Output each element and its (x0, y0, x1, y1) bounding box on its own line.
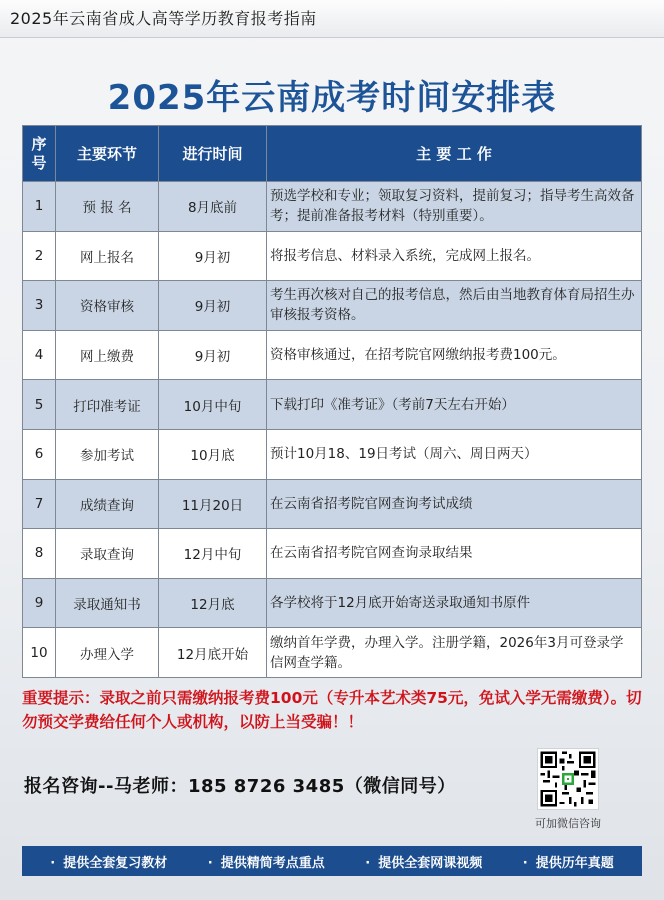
row-time: 8月底前 (159, 182, 267, 232)
footer-item-label: 提供全套复习教材 (63, 855, 168, 871)
table-header-row (23, 126, 642, 182)
page-title: 2025年云南成考时间安排表 (107, 78, 557, 118)
row-step: 网上缴费 (56, 330, 159, 380)
row-work: 下载打印《准考证》（考前7天左右开始） (267, 380, 642, 430)
footer-item (365, 852, 482, 871)
row-step: 资格审核 (56, 281, 159, 331)
important-notice: 重要提示：录取之前只需缴纳报考费100元（专升本艺术类75元，免试入学无需缴费）。切勿预交学费给任何个人或机构，以防上当受骗！！ (22, 689, 642, 731)
footer-item-label: 提供精简考点重点 (220, 855, 325, 871)
contact-info: 报名咨询--马老师：185 8726 3485（微信同号） (24, 776, 456, 797)
row-step: 参加考试 (56, 429, 159, 479)
row-time: 9月初 (159, 281, 267, 331)
row-work: 缴纳首年学费，办理入学。注册学籍，2026年3月可登录学信网查学籍。 (267, 628, 642, 678)
qr-caption: 可加微信咨询 (535, 817, 601, 830)
schedule-table (22, 125, 642, 678)
row-no: 4 (23, 330, 56, 380)
table-row (23, 182, 642, 232)
row-no: 2 (23, 231, 56, 281)
row-time: 9月初 (159, 330, 267, 380)
table-row (23, 628, 642, 678)
footer-item (523, 852, 614, 871)
row-step: 录取查询 (56, 529, 159, 579)
row-work: 预选学校和专业；领取复习资料，提前复习；指导考生高效备考；提前准备报考材料（特别重要）。 (267, 182, 642, 232)
row-no: 1 (23, 182, 56, 232)
bullet-icon: · (522, 855, 528, 871)
header-work: 主 要 工 作 (267, 126, 642, 182)
row-time: 10月中旬 (159, 380, 267, 430)
table-row (23, 578, 642, 628)
footer-item (50, 852, 167, 871)
footer-item (208, 852, 325, 871)
row-no: 6 (23, 429, 56, 479)
footer-bar (22, 846, 642, 876)
row-step: 成绩查询 (56, 479, 159, 529)
row-work: 资格审核通过，在招考院官网缴纳报考费100元。 (267, 330, 642, 380)
guide-title: 2025年云南省成人高等学历教育报考指南 (10, 9, 317, 28)
bullet-icon: · (207, 855, 213, 871)
row-time: 12月中旬 (159, 529, 267, 579)
row-no: 10 (23, 628, 56, 678)
table-row (23, 529, 642, 579)
table-row (23, 231, 642, 281)
table-row (23, 429, 642, 479)
row-work: 考生再次核对自己的报考信息，然后由当地教育体育局招生办审核报考资格。 (267, 281, 642, 331)
row-time: 12月底 (159, 578, 267, 628)
header-time: 进行时间 (159, 126, 267, 182)
row-time: 9月初 (159, 231, 267, 281)
header-step: 主要环节 (56, 126, 159, 182)
row-step: 网上报名 (56, 231, 159, 281)
table-row (23, 281, 642, 331)
row-work: 各学校将于12月底开始寄送录取通知书原件 (267, 578, 642, 628)
bullet-icon: · (50, 855, 56, 871)
header-no-line2: 号 (31, 153, 47, 172)
row-time: 10月底 (159, 429, 267, 479)
row-work: 在云南省招考院官网查询考试成绩 (267, 479, 642, 529)
table-row (23, 380, 642, 430)
row-work: 在云南省招考院官网查询录取结果 (267, 529, 642, 579)
row-no: 9 (23, 578, 56, 628)
bullet-icon: · (365, 855, 371, 871)
qr-code-icon (538, 749, 598, 809)
header-no-line1: 序 (31, 134, 47, 153)
row-step: 打印准考证 (56, 380, 159, 430)
row-no: 8 (23, 529, 56, 579)
row-step: 录取通知书 (56, 578, 159, 628)
table-row (23, 330, 642, 380)
row-work: 将报考信息、材料录入系统，完成网上报名。 (267, 231, 642, 281)
footer-item-label: 提供全套网课视频 (378, 855, 483, 871)
header-no (23, 126, 56, 182)
row-no: 7 (23, 479, 56, 529)
row-time: 12月底开始 (159, 628, 267, 678)
row-step: 办理入学 (56, 628, 159, 678)
table-row (23, 479, 642, 529)
row-step: 预 报 名 (56, 182, 159, 232)
footer-item-label: 提供历年真题 (535, 855, 614, 871)
wechat-qr-code[interactable] (537, 748, 599, 810)
row-time: 11月20日 (159, 479, 267, 529)
row-no: 3 (23, 281, 56, 331)
row-work: 预计10月18、19日考试（周六、周日两天） (267, 429, 642, 479)
row-no: 5 (23, 380, 56, 430)
header-bar (0, 0, 664, 38)
